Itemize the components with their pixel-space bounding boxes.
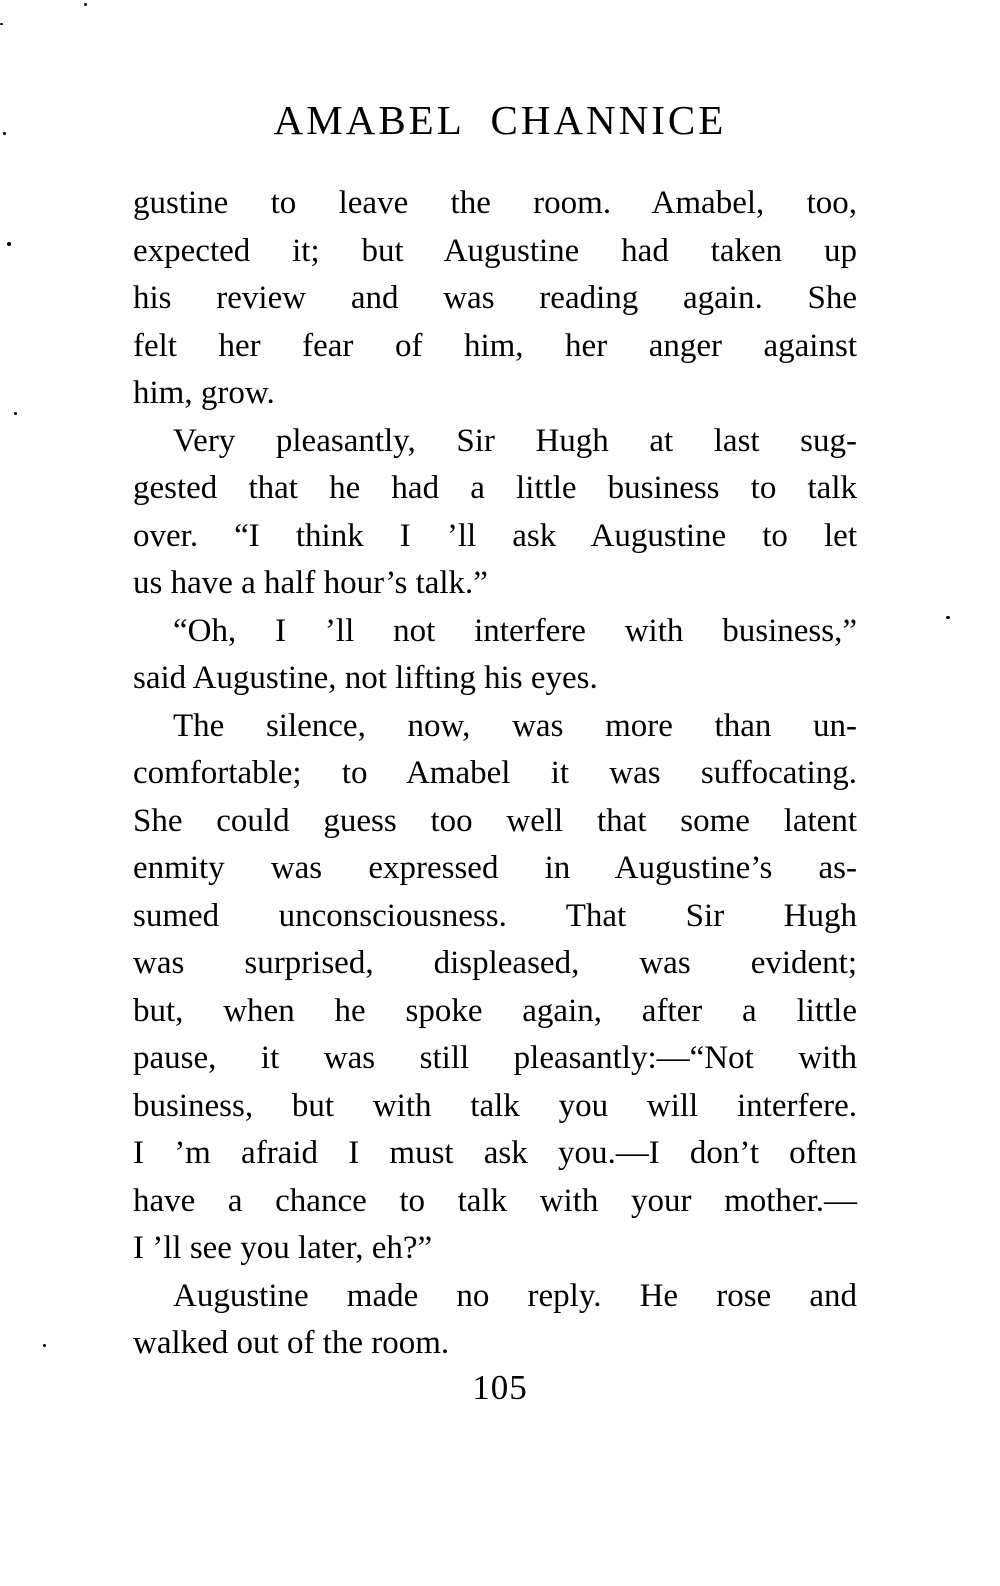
text-line: said Augustine, not lifting his eyes.: [133, 660, 598, 696]
text-line: walked out of the room.: [133, 1325, 450, 1361]
text-line: “Oh, I ’ll not interfere with business,”: [173, 612, 857, 649]
text-line: expected it; but Augustine had taken up: [133, 232, 857, 269]
scan-speck: [14, 412, 17, 415]
scan-speck: [84, 3, 87, 6]
scan-speck: [0, 23, 3, 25]
text-line: I ’ll see you later, eh?”: [133, 1230, 433, 1266]
text-line: sumed unconsciousness. That Sir Hugh: [133, 897, 857, 934]
text-line: but, when he spoke again, after a little: [133, 992, 857, 1029]
text-line: was surprised, displeased, was evident;: [133, 945, 857, 981]
page-body: [133, 180, 857, 1368]
text-line: over. “I think I ’ll ask Augustine to let: [133, 517, 857, 554]
text-line: Augustine made no reply. He rose and: [173, 1277, 857, 1314]
scan-speck: [7, 242, 11, 246]
text-line: have a chance to talk with your mother.—: [133, 1182, 857, 1219]
scan-speck: [43, 1344, 46, 1347]
text-line: his review and was reading again. She: [133, 280, 857, 316]
scan-speck: [946, 616, 950, 619]
text-line: Very pleasantly, Sir Hugh at last sug-: [173, 422, 857, 459]
text-line: us have a half hour’s talk.”: [133, 565, 488, 601]
text-line: him, grow.: [133, 375, 275, 411]
text-line: pause, it was still pleasantly:—“Not with: [133, 1040, 857, 1076]
page-number: 105: [472, 1368, 528, 1407]
text-line: business, but with talk you will interfere.: [133, 1087, 857, 1124]
scan-speck: [3, 132, 6, 135]
text-line: comfortable; to Amabel it was suffocating.: [133, 755, 857, 791]
text-line: gested that he had a little business to talk: [133, 470, 857, 506]
text-line: gustine to leave the room. Amabel, too,: [133, 185, 857, 221]
page-title: AMABEL CHANNICE: [273, 97, 727, 143]
text-line: enmity was expressed in Augustine’s as-: [133, 850, 857, 886]
text-line: I ’m afraid I must ask you.—I don’t often: [133, 1135, 857, 1171]
text-line: The silence, now, was more than un-: [173, 707, 857, 744]
text-line: She could guess too well that some latent: [133, 802, 857, 839]
text-line: felt her fear of him, her anger against: [133, 327, 857, 364]
